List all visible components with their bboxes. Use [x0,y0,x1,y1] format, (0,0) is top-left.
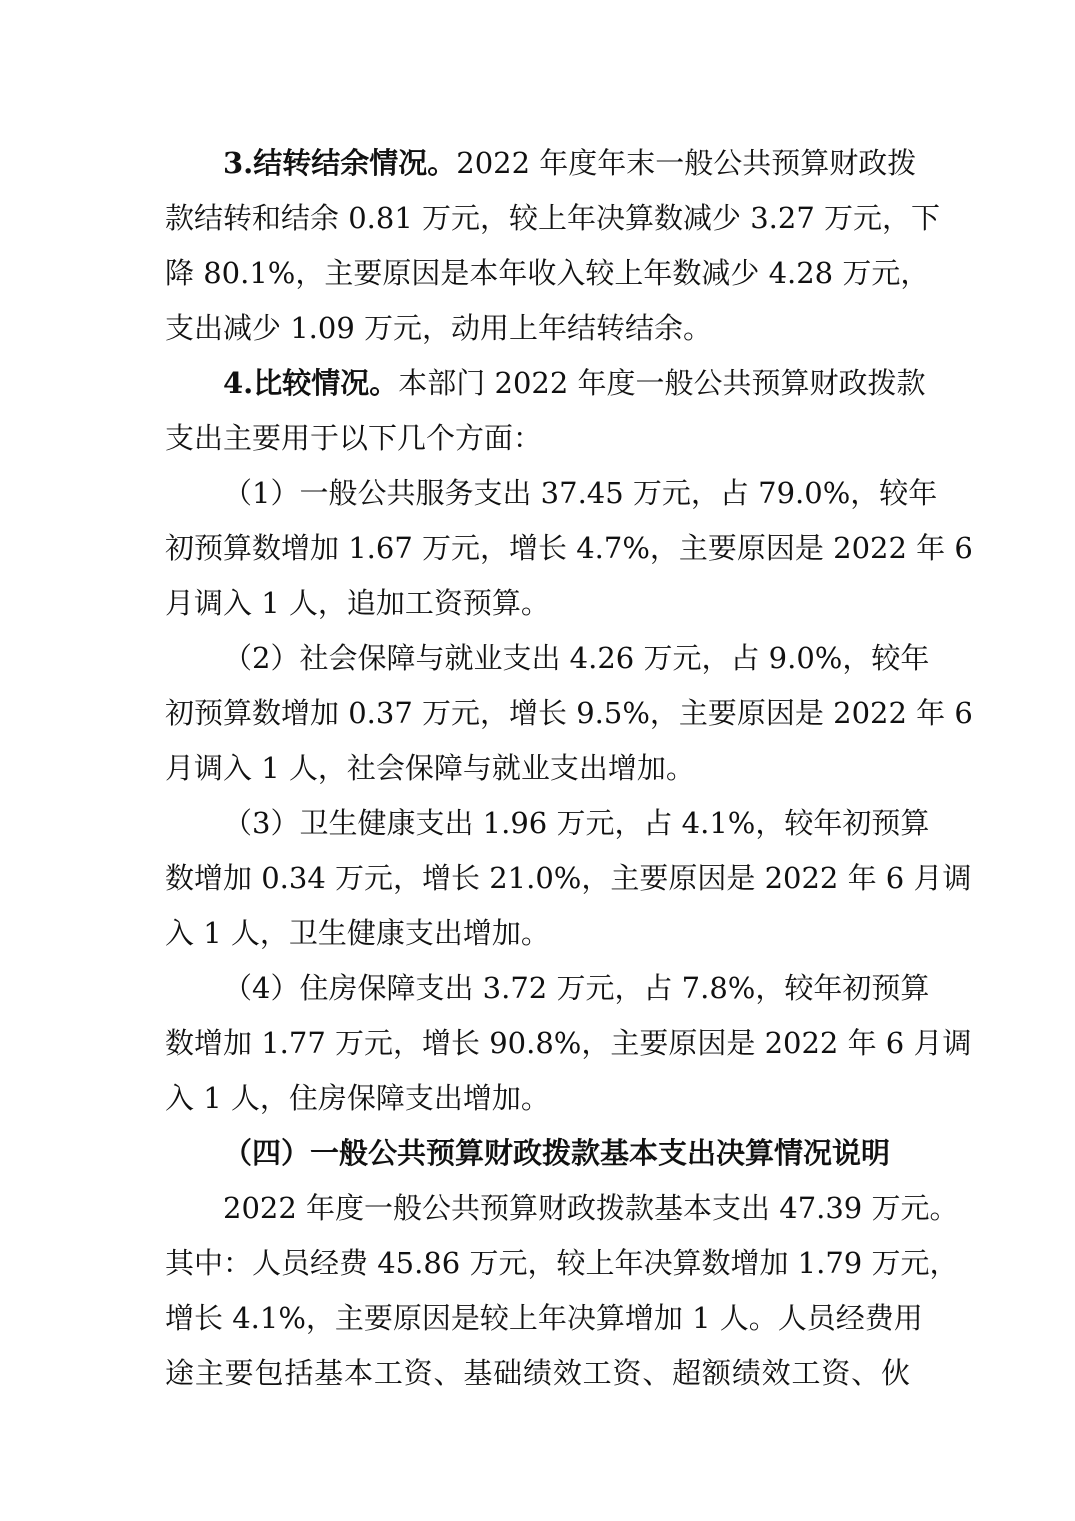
text-line: 途主要包括基本工资、基础绩效工资、超额绩效工资、伙 [165,1356,910,1390]
text-line: 数增加 0.34 万元，增长 21.0%，主要原因是 2022 年 6 月调 [165,861,972,895]
text-line: （2）社会保障与就业支出 4.26 万元，占 9.0%，较年 [223,641,930,675]
text-line: 增长 4.1%，主要原因是较上年决算增加 1 人。人员经费用 [165,1301,923,1335]
section-heading-text: （四）一般公共预算财政拨款基本支出决算情况说明 [223,1136,891,1170]
text-line: 入 1 人，卫生健康支出增加。 [165,916,550,950]
text-line: 月调入 1 人，社会保障与就业支出增加。 [165,751,695,785]
text-line: 3.结转结余情况。2022 年度年末一般公共预算财政拨 [223,146,917,180]
text-line: （3）卫生健康支出 1.96 万元，占 4.1%，较年初预算 [223,806,930,840]
text-line: 月调入 1 人，追加工资预算。 [165,586,550,620]
text-line: 数增加 1.77 万元，增长 90.8%，主要原因是 2022 年 6 月调 [165,1026,972,1060]
text-line: 支出减少 1.09 万元，动用上年结转结余。 [165,311,713,345]
text-line: 初预算数增加 0.37 万元，增长 9.5%，主要原因是 2022 年 6 [165,696,973,730]
paragraph-comparison [165,356,926,466]
paragraph-lead: 4.比较情况。 [223,366,399,400]
list-item [165,631,973,796]
paragraph-lead: 3.结转结余情况。 [223,146,457,180]
list-item [165,466,973,631]
paragraph-basic-expenditure [165,1181,959,1401]
list-item [165,796,972,961]
text-line: 款结转和结余 0.81 万元，较上年决算数减少 3.27 万元，下 [165,201,941,235]
section-heading [165,1126,910,1181]
text-line: 4.比较情况。本部门 2022 年度一般公共预算财政拨款 [223,366,926,400]
text-line: 初预算数增加 1.67 万元，增长 4.7%，主要原因是 2022 年 6 [165,531,973,565]
text-line: 支出主要用于以下几个方面： [165,421,543,455]
text-line: （4）住房保障支出 3.72 万元，占 7.8%，较年初预算 [223,971,930,1005]
text-line: 其中：人员经费 45.86 万元，较上年决算数增加 1.79 万元， [165,1246,959,1280]
text-line: 入 1 人，住房保障支出增加。 [165,1081,550,1115]
text-line: 降 80.1%，主要原因是本年收入较上年数减少 4.28 万元， [165,256,930,290]
paragraph-carryover [165,136,941,356]
list-item [165,961,972,1126]
text-line: 2022 年度一般公共预算财政拨款基本支出 47.39 万元。 [223,1191,959,1225]
text-line: （1）一般公共服务支出 37.45 万元，占 79.0%，较年 [223,476,938,510]
document-page [165,136,973,1401]
